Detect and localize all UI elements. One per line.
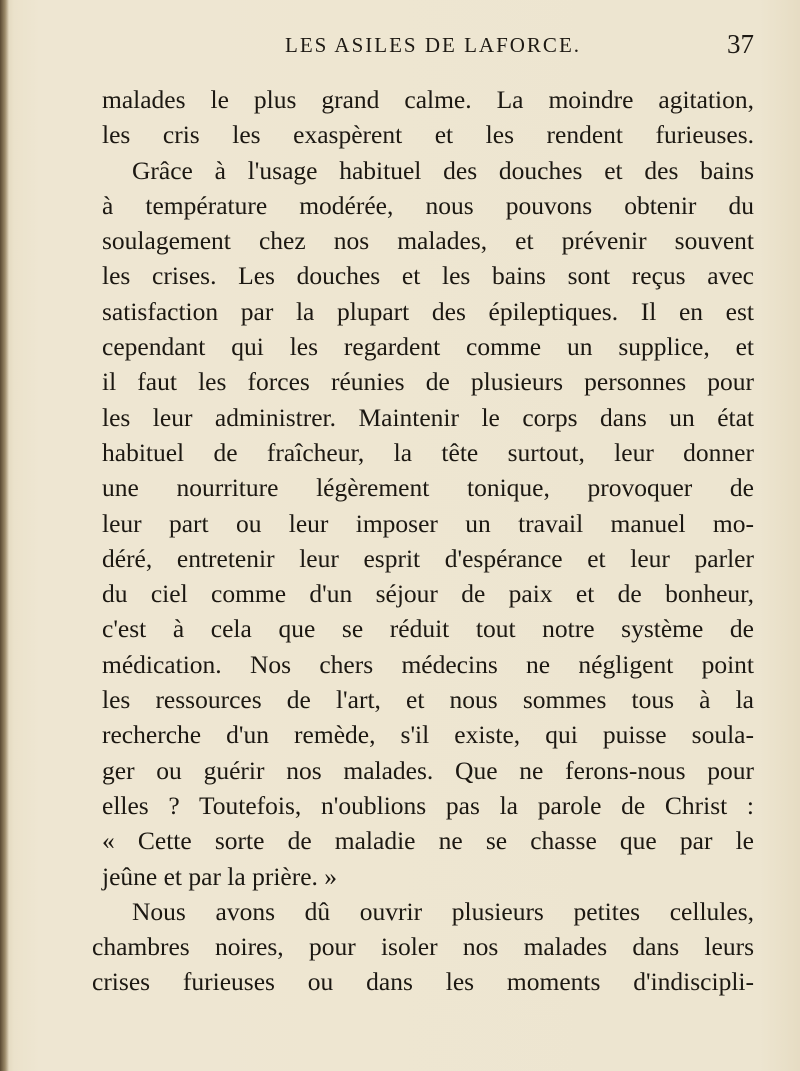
page-number: 37 — [727, 29, 754, 59]
text-line: habituel de fraîcheur, la tête surtout, leur donner — [102, 437, 754, 467]
text-line: à température modérée, nous pouvons obtenir du — [102, 190, 754, 220]
running-title: LES ASILES DE LAFORCE. — [285, 33, 582, 57]
quote-line: « Cette sorte de maladie ne se chasse que par le — [102, 826, 754, 856]
text-line: les leur administrer. Maintenir le corps dans un état — [102, 402, 754, 432]
text-line: malades le plus grand calme. La moindre agitation, — [102, 85, 754, 114]
text-line: crises furieuses ou dans les moments d'indiscipli- — [92, 967, 754, 997]
page-header — [0, 30, 800, 66]
text-body — [92, 82, 754, 1000]
book-spine-edge — [0, 0, 9, 1071]
text-line: soulagement chez nos malades, et prévenir souvent — [102, 226, 754, 256]
text-line: une nourriture légèrement tonique, provoquer de — [102, 473, 754, 503]
text-line: satisfaction par la plupart des épileptiques. Il en est — [102, 296, 754, 326]
text-line: elles ? Toutefois, n'oublions pas la parole de Christ : — [102, 790, 754, 820]
text-line: leur part ou leur imposer un travail manuel mo- — [102, 508, 754, 538]
paragraph-start-line: Nous avons dû ouvrir plusieurs petites cellules, — [132, 896, 754, 926]
text-line: recherche d'un remède, s'il existe, qui puisse soula- — [102, 720, 754, 750]
text-line: ger ou guérir nos malades. Que ne ferons-nous pour — [102, 755, 754, 785]
text-line: les ressources de l'art, et nous sommes tous à la — [102, 685, 754, 715]
text-line: chambres noires, pour isoler nos malades dans leurs — [92, 932, 754, 962]
paragraph-end-line: jeûne et par la prière. » — [102, 861, 338, 891]
text-line: du ciel comme d'un séjour de paix et de bonheur, — [102, 579, 754, 609]
text-line: médication. Nos chers médecins ne négligent point — [102, 649, 754, 679]
paragraph-start-line: Grâce à l'usage habituel des douches et des bains — [132, 155, 754, 185]
text-line: cependant qui les regardent comme un supplice, et — [102, 332, 754, 362]
text-line: les cris les exaspèrent et les rendent furieuses. — [102, 120, 754, 150]
text-line: c'est à cela que se réduit tout notre système de — [102, 614, 754, 644]
text-line: il faut les forces réunies de plusieurs personnes pour — [102, 367, 754, 397]
text-line: les crises. Les douches et les bains sont reçus avec — [102, 261, 754, 291]
text-line: déré, entretenir leur esprit d'espérance et leur parler — [102, 543, 754, 573]
